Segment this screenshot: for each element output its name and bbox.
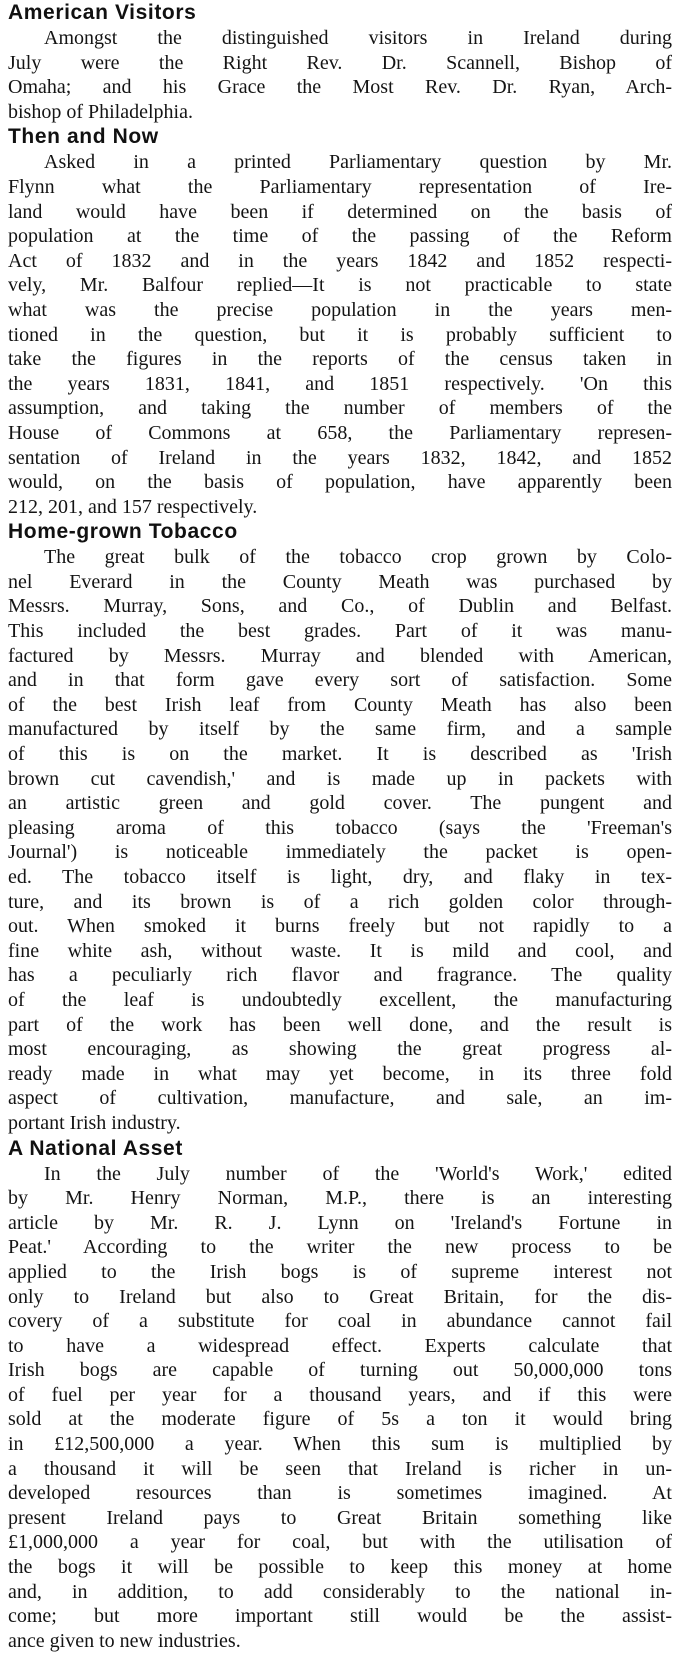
text-line: ready made in what may yet become, in its three fold bbox=[8, 1062, 672, 1085]
section-american-visitors bbox=[8, 0, 672, 124]
text-line: Journal') is noticeable immediately the packet is open- bbox=[8, 841, 672, 864]
text-line: ture, and its brown is of a rich golden color through- bbox=[8, 890, 672, 913]
text-line: Messrs. Murray, Sons, and Co., of Dublin and Belfast. bbox=[8, 595, 672, 618]
text-line: come; but more important still would be the assist- bbox=[8, 1605, 672, 1628]
text-line: land would have been if determined on the basis of bbox=[8, 200, 672, 223]
text-line: Flynn what the Parliamentary representation of Ire- bbox=[8, 175, 672, 198]
text-line: factured by Messrs. Murray and blended with American, bbox=[8, 644, 672, 667]
text-line: applied to the Irish bogs is of supreme interest not bbox=[8, 1260, 672, 1283]
text-line: Omaha; and his Grace the Most Rev. Dr. Ryan, Arch- bbox=[8, 76, 672, 99]
text-line: fine white ash, without waste. It is mild and cool, and bbox=[8, 939, 672, 962]
section-paragraph bbox=[8, 545, 672, 1135]
text-line: an artistic green and gold cover. The pungent and bbox=[8, 792, 672, 815]
text-line: Act of 1832 and in the years 1842 and 1852 respecti- bbox=[8, 249, 672, 272]
text-line: in £12,500,000 a year. When this sum is multiplied by bbox=[8, 1433, 672, 1456]
text-line: tioned in the question, but it is probably sufficient to bbox=[8, 323, 672, 346]
text-line: brown cut cavendish,' and is made up in packets with bbox=[8, 767, 672, 790]
text-line: covery of a substitute for coal in abundance cannot fail bbox=[8, 1310, 672, 1333]
text-line: to have a widespread effect. Experts calculate that bbox=[8, 1334, 672, 1357]
text-line: article by Mr. R. J. Lynn on 'Ireland's Fortune in bbox=[8, 1211, 672, 1234]
text-line: most encouraging, as showing the great progress al- bbox=[8, 1038, 672, 1061]
text-line: the bogs it will be possible to keep this money at home bbox=[8, 1556, 672, 1579]
section-paragraph bbox=[8, 26, 672, 124]
text-line: developed resources than is sometimes imagined. At bbox=[8, 1482, 672, 1505]
text-line: only to Ireland but also to Great Britain, for the dis- bbox=[8, 1285, 672, 1308]
section-paragraph bbox=[8, 150, 672, 519]
text-line: of the best Irish leaf from County Meath has also been bbox=[8, 693, 672, 716]
text-line: sold at the moderate figure of 5s a ton it would bring bbox=[8, 1408, 672, 1431]
section-heading: A National Asset bbox=[8, 1136, 183, 1160]
text-line: has a peculiarly rich flavor and fragrance. The quality bbox=[8, 964, 672, 987]
text-line: would, on the basis of population, have apparently been bbox=[8, 471, 672, 494]
text-line: pleasing aroma of this tobacco (says the 'Freeman's bbox=[8, 816, 672, 839]
text-line: ance given to new industries. bbox=[8, 1629, 241, 1652]
section-paragraph bbox=[8, 1162, 672, 1653]
text-line: Irish bogs are capable of turning out 50,000,000 tons bbox=[8, 1359, 672, 1382]
text-line: ed. The tobacco itself is light, dry, and flaky in tex- bbox=[8, 866, 672, 888]
section-a-national-asset bbox=[8, 1136, 672, 1653]
text-line: by Mr. Henry Norman, M.P., there is an interesting bbox=[8, 1187, 672, 1210]
section-heading: Home-grown Tobacco bbox=[8, 520, 238, 544]
section-heading: Then and Now bbox=[8, 125, 159, 149]
text-line: of this is on the market. It is described as 'Irish bbox=[8, 743, 672, 766]
newspaper-column bbox=[8, 0, 672, 1653]
text-line: This included the best grades. Part of it was manu- bbox=[8, 620, 672, 643]
text-line: aspect of cultivation, manufacture, and sale, an im- bbox=[8, 1087, 672, 1110]
text-line: £1,000,000 a year for coal, but with the utilisation of bbox=[8, 1531, 672, 1554]
text-line: sentation of Ireland in the years 1832, 1842, and 1852 bbox=[8, 446, 672, 469]
text-line: vely, Mr. Balfour replied—It is not practicable to state bbox=[8, 274, 672, 297]
text-line: the years 1831, 1841, and 1851 respectively. 'On this bbox=[8, 372, 672, 395]
text-line: Amongst the distinguished visitors in Ireland during bbox=[44, 27, 672, 49]
text-line: The great bulk of the tobacco crop grown by Colo- bbox=[44, 546, 672, 569]
text-line: portant Irish industry. bbox=[8, 1111, 181, 1134]
text-line: out. When smoked it burns freely but not rapidly to a bbox=[8, 915, 672, 938]
text-line: July were the Right Rev. Dr. Scannell, Bishop of bbox=[8, 51, 672, 74]
text-line: of fuel per year for a thousand years, and if this were bbox=[8, 1383, 672, 1406]
text-line: assumption, and taking the number of members of the bbox=[8, 397, 672, 420]
text-line: and, in addition, to add considerably to the national in- bbox=[8, 1580, 672, 1603]
section-then-and-now bbox=[8, 124, 672, 519]
text-line: a thousand it will be seen that Ireland is richer in un- bbox=[8, 1457, 672, 1480]
section-heading: American Visitors bbox=[8, 1, 197, 24]
section-home-grown-tobacco bbox=[8, 519, 672, 1135]
text-line: present Ireland pays to Great Britain something like bbox=[8, 1506, 672, 1529]
text-line: Peat.' According to the writer the new process to be bbox=[8, 1236, 672, 1259]
text-line: and in that form gave every sort of satisfaction. Some bbox=[8, 669, 672, 692]
text-line: Asked in a printed Parliamentary question by Mr. bbox=[44, 151, 672, 174]
text-line: population at the time of the passing of the Reform bbox=[8, 225, 672, 248]
text-line: what was the precise population in the years men- bbox=[8, 298, 672, 321]
text-line: bishop of Philadelphia. bbox=[8, 100, 193, 123]
text-line: of the leaf is undoubtedly excellent, the manufacturing bbox=[8, 988, 672, 1011]
text-line: part of the work has been well done, and the result is bbox=[8, 1013, 672, 1036]
text-line: House of Commons at 658, the Parliamentary represen- bbox=[8, 421, 672, 444]
text-line: 212, 201, and 157 respectively. bbox=[8, 495, 258, 518]
text-line: manufactured by itself by the same firm, and a sample bbox=[8, 718, 672, 741]
text-line: In the July number of the 'World's Work,' edited bbox=[44, 1162, 672, 1185]
text-line: take the figures in the reports of the census taken in bbox=[8, 348, 672, 371]
text-line: nel Everard in the County Meath was purchased by bbox=[8, 570, 672, 593]
